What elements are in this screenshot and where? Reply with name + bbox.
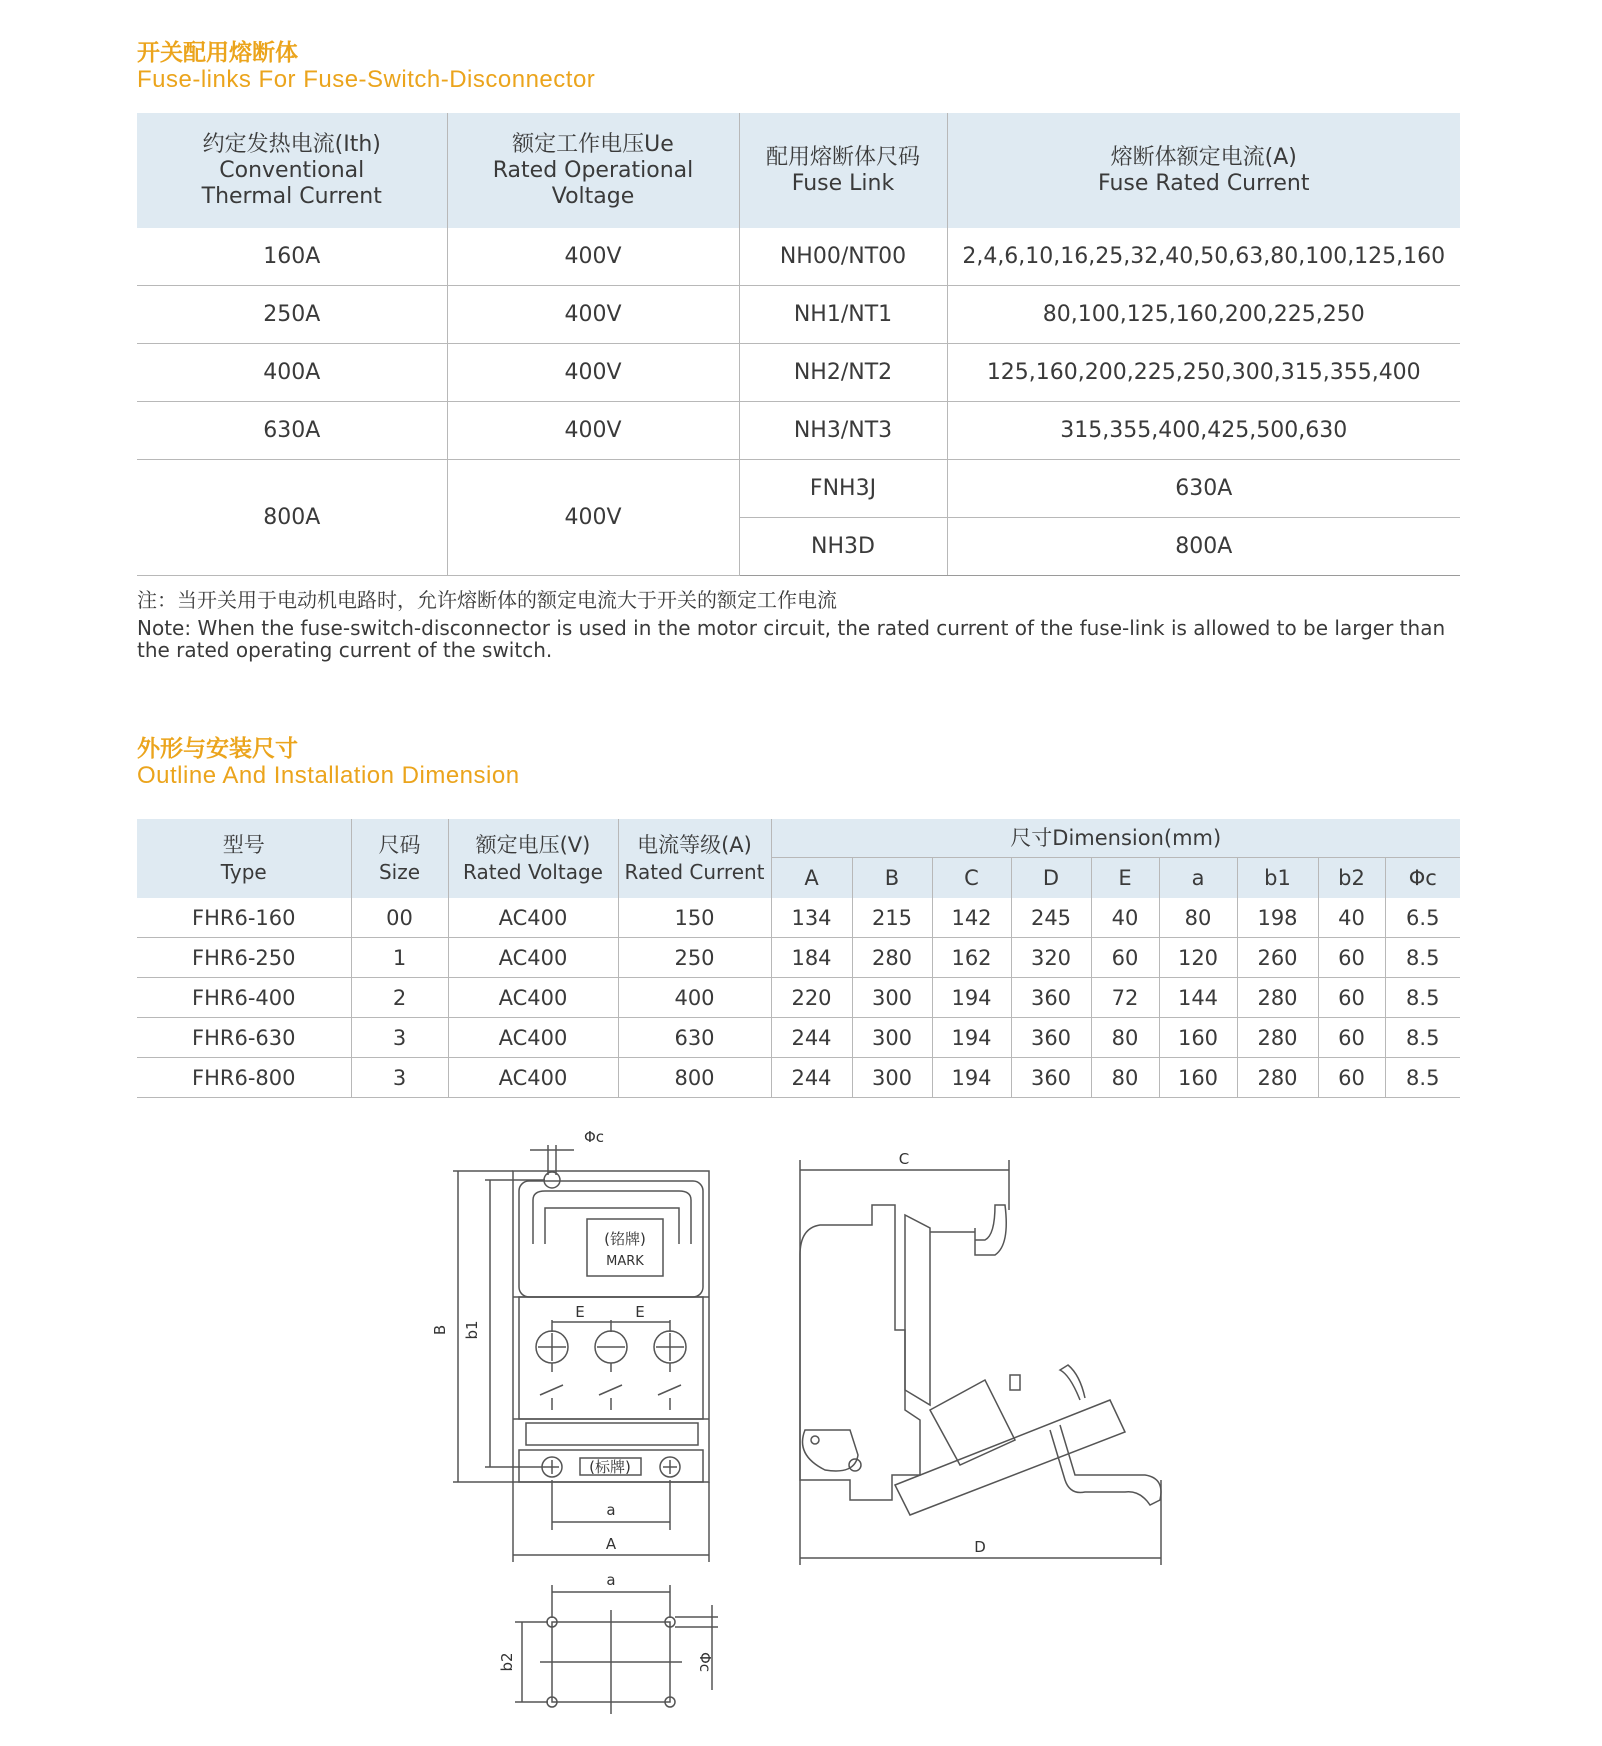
table-cell: 244 (771, 1018, 852, 1058)
table-cell: 215 (852, 898, 932, 938)
table-cell: AC400 (448, 1058, 618, 1098)
table-cell: 630A (137, 402, 447, 460)
swing-carrier (895, 1400, 1125, 1515)
table-cell: 800A (137, 460, 447, 576)
table-cell: 194 (932, 978, 1011, 1018)
table-cell: 320 (1011, 938, 1091, 978)
header-cn: 约定发热电流(Ith) (202, 131, 381, 157)
table-cell: 2,4,6,10,16,25,32,40,50,63,80,100,125,160 (947, 228, 1460, 286)
header-en: Size (378, 859, 421, 884)
header-cn: 熔断体额定电流(A) (1110, 144, 1297, 170)
header-dim-e-upper: E (1091, 858, 1159, 899)
header-cn: 电流等级(A) (637, 832, 752, 857)
table-cell: 120 (1159, 938, 1237, 978)
header-dim-a-upper: A (771, 858, 852, 899)
table-cell: 125,160,200,225,250,300,315,355,400 (947, 344, 1460, 402)
table-cell: 1 (351, 938, 448, 978)
header-cn: 配用熔断体尺码 (765, 144, 920, 170)
small-tab (1010, 1375, 1020, 1390)
table-cell: NH3D (739, 518, 947, 576)
label-dim-a: a (606, 1571, 616, 1589)
table-cell: 144 (1159, 978, 1237, 1018)
label-dim-B: B (431, 1324, 449, 1336)
fixed-handle (930, 1205, 1006, 1255)
table-cell: 194 (932, 1018, 1011, 1058)
switch-body (800, 1205, 920, 1500)
table-cell: 300 (852, 978, 932, 1018)
table-cell: 8.5 (1385, 978, 1460, 1018)
mount-screw-icon (544, 1172, 560, 1188)
table-cell: 60 (1091, 938, 1159, 978)
table-cell: 8.5 (1385, 938, 1460, 978)
table-cell: 6.5 (1385, 898, 1460, 938)
table-cell: FHR6-250 (137, 938, 351, 978)
pivot-icon (849, 1459, 861, 1471)
table-cell: AC400 (448, 978, 618, 1018)
table-cell: 280 (1237, 1018, 1318, 1058)
table-cell: 630A (947, 460, 1460, 518)
table-cell: 3 (351, 1018, 448, 1058)
table-cell: 60 (1318, 978, 1385, 1018)
section1-title-en: Fuse-links For Fuse-Switch-Disconnector (137, 66, 596, 93)
header-en: Fuse Rated Current (1098, 170, 1310, 196)
table-cell: 250A (137, 286, 447, 344)
table-cell: 300 (852, 1018, 932, 1058)
table-cell: 2 (351, 978, 448, 1018)
table-cell: 400V (447, 460, 739, 576)
table-cell: 400A (137, 344, 447, 402)
section2-title-cn: 外形与安装尺寸 (137, 736, 298, 762)
contact-plate (905, 1215, 930, 1405)
table-cell: 360 (1011, 1058, 1091, 1098)
table-cell: 400V (447, 228, 739, 286)
header-cn: 型号 (222, 832, 265, 857)
header-en: Rated Current (624, 859, 765, 884)
table-cell: FHR6-630 (137, 1018, 351, 1058)
section1-title-cn: 开关配用熔断体 (137, 40, 298, 66)
table-cell: NH00/NT00 (739, 228, 947, 286)
table-cell: NH3/NT3 (739, 402, 947, 460)
table-cell: 300 (852, 1058, 932, 1098)
label-dim-E: E (635, 1303, 645, 1321)
header-en: Fuse Link (791, 170, 895, 196)
table-cell: 160A (137, 228, 447, 286)
table-cell: 800 (618, 1058, 771, 1098)
label-dim-A: A (605, 1535, 617, 1553)
label-plate: (标牌) (589, 1458, 631, 1476)
table-cell: AC400 (448, 898, 618, 938)
table-cell: 60 (1318, 1018, 1385, 1058)
label-dim-C: C (898, 1150, 910, 1168)
table-cell: 00 (351, 898, 448, 938)
header-en: Thermal Current (201, 183, 382, 209)
side-view (800, 1160, 1161, 1565)
table-cell: 400V (447, 286, 739, 344)
header-dimension: 尺寸Dimension(mm) (771, 819, 1460, 858)
table-cell: 630 (618, 1018, 771, 1058)
table-cell: 315,355,400,425,500,630 (947, 402, 1460, 460)
header-dim-d-upper: D (1011, 858, 1091, 899)
table-cell: 194 (932, 1058, 1011, 1098)
table-cell: 244 (771, 1058, 852, 1098)
header-dim-c-upper: C (932, 858, 1011, 899)
fuse-link-body (930, 1380, 1015, 1465)
table-cell: 160 (1159, 1058, 1237, 1098)
table-cell: FHR6-800 (137, 1058, 351, 1098)
header-cn: 额定电压(V) (475, 832, 591, 857)
header-en: Type (220, 859, 267, 884)
note-cn: 注：当开关用于电动机电路时，允许熔断体的额定电流大于开关的额定工作电流 (137, 588, 837, 612)
header-dim-phic: Φc (1385, 858, 1460, 899)
table-cell: 184 (771, 938, 852, 978)
swing-handle (1050, 1425, 1161, 1505)
table-cell: NH2/NT2 (739, 344, 947, 402)
table-cell: 800A (947, 518, 1460, 576)
table-cell: 80 (1091, 1018, 1159, 1058)
label-dim-E: E (575, 1303, 585, 1321)
header-en: Rated Voltage (463, 859, 603, 884)
header-en: Voltage (551, 183, 635, 209)
table-cell: 280 (1237, 978, 1318, 1018)
table-cell: AC400 (448, 1018, 618, 1058)
table-cell: 162 (932, 938, 1011, 978)
table-cell: 220 (771, 978, 852, 1018)
table-cell: 260 (1237, 938, 1318, 978)
front-view (453, 1145, 718, 1714)
table-cell: 142 (932, 898, 1011, 938)
table-cell: 400 (618, 978, 771, 1018)
lower-bracket (526, 1423, 698, 1445)
table-cell: NH1/NT1 (739, 286, 947, 344)
table-cell: 3 (351, 1058, 448, 1098)
fuse-symbol-icon (540, 1363, 563, 1410)
table-cell: 280 (1237, 1058, 1318, 1098)
table-cell: 40 (1318, 898, 1385, 938)
header-dim-b2: b2 (1318, 858, 1385, 899)
header-dim-b-upper: B (852, 858, 932, 899)
table-cell: 80,100,125,160,200,225,250 (947, 286, 1460, 344)
table-cell: 360 (1011, 1018, 1091, 1058)
table-cell: 60 (1318, 938, 1385, 978)
header-cn: 额定工作电压Ue (512, 131, 674, 157)
table-cell: 400V (447, 402, 739, 460)
label-mark-cn: (铭牌) (604, 1230, 646, 1248)
table-cell: FHR6-400 (137, 978, 351, 1018)
table-cell: 80 (1091, 1058, 1159, 1098)
table-cell: 134 (771, 898, 852, 938)
table-cell: 72 (1091, 978, 1159, 1018)
label-dim-a: a (606, 1501, 616, 1519)
table-cell: 150 (618, 898, 771, 938)
label-dim-D: D (974, 1538, 986, 1556)
header-dim-b1: b1 (1237, 858, 1318, 899)
header-en: Rated Operational (492, 157, 694, 183)
header-dim-a-lower: a (1159, 858, 1237, 899)
table-cell: 400V (447, 344, 739, 402)
table-cell: AC400 (448, 938, 618, 978)
table-cell: 280 (852, 938, 932, 978)
spring-clip (1060, 1365, 1085, 1400)
label-phic: Φc (584, 1128, 605, 1146)
header-en: Conventional (219, 157, 365, 183)
label-dim-b1: b1 (463, 1320, 481, 1340)
table-cell: 250 (618, 938, 771, 978)
table-cell: 198 (1237, 898, 1318, 938)
table-cell: 160 (1159, 1018, 1237, 1058)
section2-title-en: Outline And Installation Dimension (137, 762, 520, 789)
fuse-symbol-icon (599, 1363, 622, 1410)
note-en: Note: When the fuse-switch-disconnector is used in the motor circuit, the rated current of the fuse-link is allowed to be larger than the rated operating current of the switch. (137, 616, 1446, 662)
label-phic: Φc (696, 1651, 714, 1673)
label-dim-b2: b2 (498, 1652, 516, 1672)
table-cell: 8.5 (1385, 1018, 1460, 1058)
table-cell: 40 (1091, 898, 1159, 938)
table-cell: 60 (1318, 1058, 1385, 1098)
table-cell: FNH3J (739, 460, 947, 518)
header-cn: 尺码 (378, 832, 421, 857)
table-cell: 245 (1011, 898, 1091, 938)
table-cell: 360 (1011, 978, 1091, 1018)
table-cell: 8.5 (1385, 1058, 1460, 1098)
fuse-symbol-icon (658, 1363, 681, 1410)
label-mark-en: MARK (606, 1254, 644, 1269)
table-cell: FHR6-160 (137, 898, 351, 938)
pivot-icon (811, 1436, 819, 1444)
table-cell: 80 (1159, 898, 1237, 938)
